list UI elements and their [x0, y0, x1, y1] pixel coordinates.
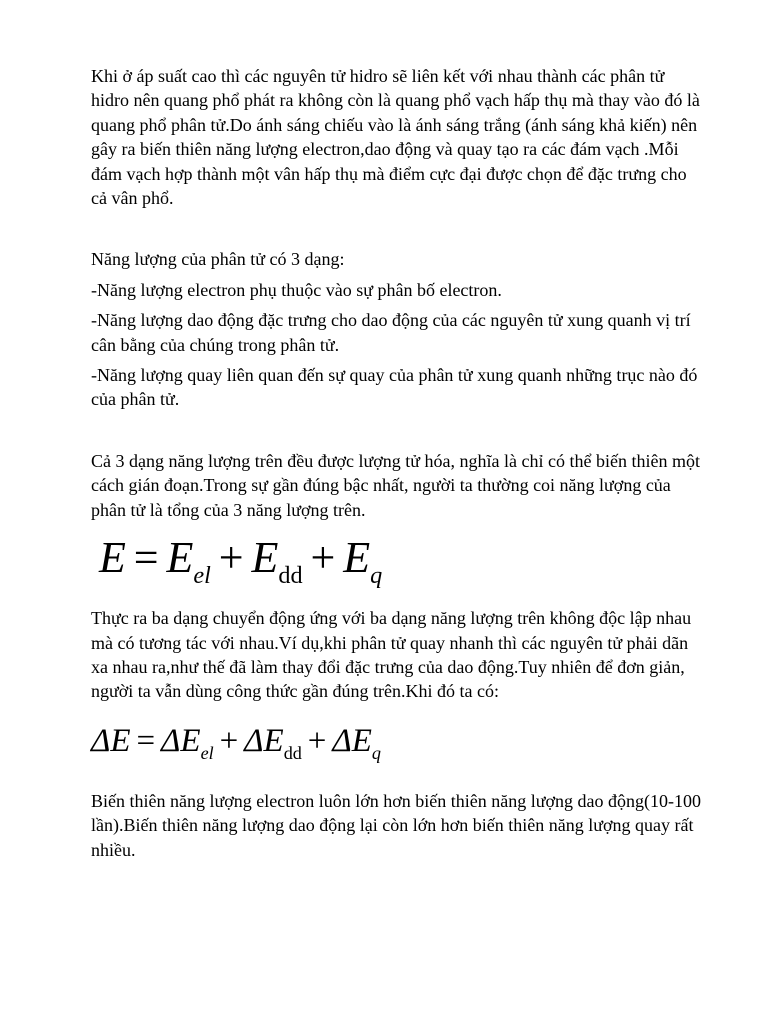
- formula-term-dd: E: [251, 533, 279, 583]
- comparison-paragraph: Biến thiên năng lượng electron luôn lớn hơn biến thiên năng lượng dao động(10-100 lần).Biến thiên năng lượng dao động lại còn lớn hơn biến thiên năng lượng quay rất nhiều.: [91, 790, 701, 860]
- formula-sub-el: el: [200, 742, 214, 763]
- delta-energy-formula: [91, 722, 701, 765]
- formula-equals: =: [136, 722, 156, 759]
- formula-plus: +: [307, 722, 327, 759]
- formula-term-q: E: [343, 533, 371, 583]
- formula-term-dd: ΔE: [244, 722, 284, 759]
- formula-lhs: ΔE: [91, 722, 131, 759]
- formula-sub-dd: dd: [283, 742, 302, 763]
- formula-term-el: E: [166, 533, 194, 583]
- formula-lhs: E: [99, 533, 126, 583]
- energy-forms-heading: Năng lượng của phân tử có 3 dạng:: [91, 249, 345, 270]
- formula-plus: +: [310, 533, 336, 583]
- energy-item-electron: -Năng lượng electron phụ thuộc vào sự phân bố electron.: [91, 279, 502, 300]
- quantization-paragraph: Cả 3 dạng năng lượng trên đều được lượng tử hóa, nghĩa là chỉ có thể biến thiên một cách gián đoạn.Trong sự gần đúng bậc nhất, người ta thường coi năng lượng của phân tử là tổng của 3 năng lượng trên.: [91, 450, 700, 520]
- formula-term-q: ΔE: [332, 722, 372, 759]
- formula-sub-q: q: [371, 742, 381, 763]
- energy-item-vibration: -Năng lượng dao động đặc trưng cho dao động của các nguyên tử xung quanh vị trí cân bằng của chúng trong phân tử.: [91, 310, 691, 355]
- document-page: [91, 64, 701, 862]
- energy-item-rotation: -Năng lượng quay liên quan đến sự quay của phân tử xung quanh những trục nào đó của phân tử.: [91, 365, 698, 410]
- interaction-paragraph: Thực ra ba dạng chuyển động ứng với ba dạng năng lượng trên không độc lập nhau mà có tương tác với nhau.Ví dụ,khi phân tử quay nhanh thì các nguyên tử phải dãn xa nhau ra,như thế đã làm thay đổi đặc trưng của dao động.Tuy nhiên để đơn giản, người ta vẫn dùng công thức gần đúng trên.Khi đó ta có:: [91, 608, 692, 702]
- formula-equals: =: [133, 533, 159, 583]
- intro-paragraph: Khi ở áp suất cao thì các nguyên tử hidro sẽ liên kết với nhau thành các phân tử hidro nên quang phổ phát ra không còn là quang phổ vạch hấp thụ mà thay vào đó là quang phổ phân tử.Do ánh sáng chiếu vào là ánh sáng trắng (ánh sáng khả kiến) nên gây ra biến thiên năng lượng electron,dao động và quay tạo ra các đám vạch .Mỗi đám vạch hợp thành một vân hấp thụ mà điểm cực đại được chọn để đặc trưng cho cả vân phổ.: [91, 66, 700, 209]
- total-energy-formula: [99, 533, 701, 589]
- formula-term-el: ΔE: [161, 722, 201, 759]
- formula-sub-el: el: [193, 561, 211, 589]
- formula-sub-dd: dd: [278, 561, 303, 589]
- formula-sub-q: q: [370, 561, 383, 589]
- formula-plus: +: [218, 533, 244, 583]
- formula-plus: +: [219, 722, 239, 759]
